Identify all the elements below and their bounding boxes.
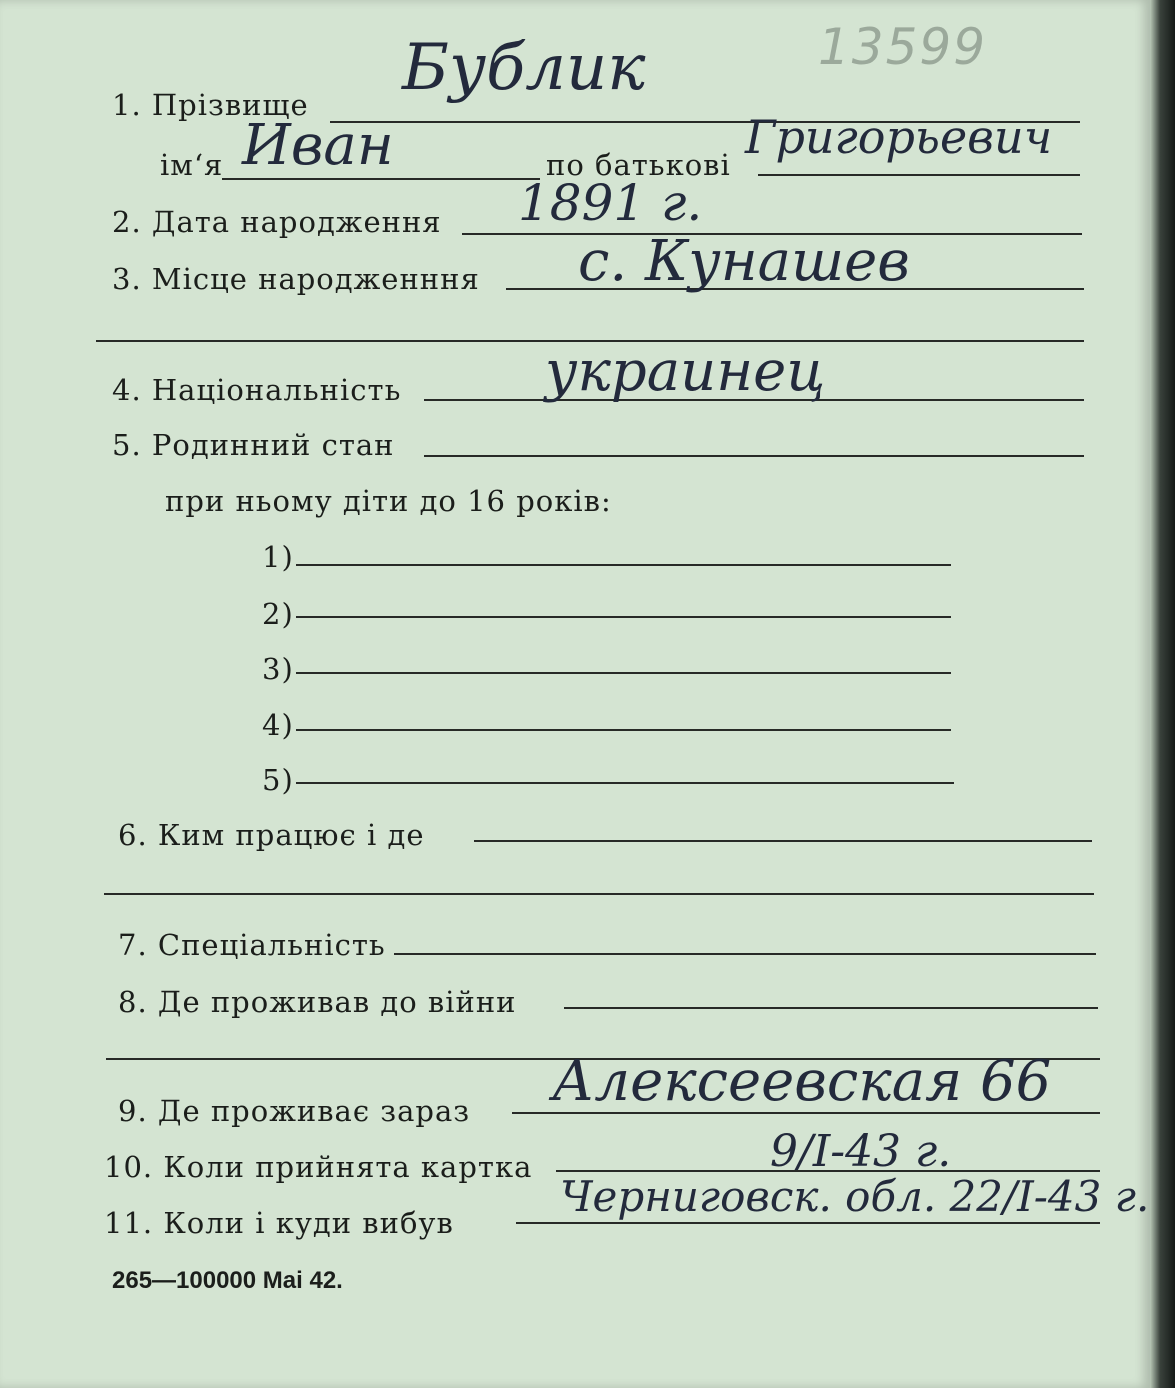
- print-info: 265—100000 Mai 42.: [112, 1267, 343, 1294]
- prewar-residence-label: 8. Де проживав до війни: [118, 985, 517, 1019]
- prewar-residence-line: [564, 1007, 1098, 1009]
- birth-date-label: 2. Дата народження: [112, 205, 442, 239]
- patronymic-line: [758, 174, 1080, 176]
- surname-handwriting[interactable]: Бублик: [402, 31, 646, 105]
- name-line: [222, 178, 540, 180]
- scan-edge: [1150, 0, 1175, 1388]
- child-2-line: [296, 616, 951, 618]
- child-4-label: 4): [262, 708, 294, 742]
- child-1-line: [296, 564, 951, 566]
- current-residence-label: 9. Де проживає зараз: [118, 1094, 471, 1128]
- child-3-line: [296, 672, 951, 674]
- card-accepted-label: 10. Коли прийнята картка: [104, 1150, 533, 1184]
- child-5-line: [296, 782, 954, 784]
- departure-line: [516, 1222, 1100, 1224]
- surname-label: 1. Прізвище: [112, 88, 309, 122]
- child-2-label: 2): [262, 597, 294, 631]
- birth-date-handwriting[interactable]: 1891 г.: [518, 174, 703, 232]
- child-4-line: [296, 729, 951, 731]
- marital-status-label: 5. Родинний стан: [112, 428, 395, 462]
- nationality-handwriting[interactable]: украинец: [545, 339, 826, 404]
- child-5-label: 5): [262, 763, 294, 797]
- name-label: ім‘я: [160, 148, 224, 182]
- archive-number: 13599: [818, 18, 988, 76]
- name-handwriting[interactable]: Иван: [242, 113, 394, 178]
- patronymic-label: по батькові: [546, 148, 731, 182]
- work-line-2: [104, 893, 1094, 895]
- nationality-label: 4. Національність: [112, 373, 402, 407]
- departure-handwriting[interactable]: Черниговск. обл. 22/I-43 г.: [560, 1172, 1150, 1221]
- birth-place-label: 3. Місце народженння: [112, 262, 480, 296]
- departure-label: 11. Коли і куди вибув: [104, 1206, 454, 1240]
- work-label: 6. Ким працює і де: [118, 818, 425, 852]
- specialty-label: 7. Спеціальність: [118, 928, 386, 962]
- child-1-label: 1): [262, 540, 294, 574]
- work-line: [474, 840, 1092, 842]
- specialty-line: [394, 953, 1096, 955]
- current-residence-handwriting[interactable]: Алексеевская 66: [552, 1049, 1052, 1114]
- child-3-label: 3): [262, 652, 294, 686]
- patronymic-handwriting[interactable]: Григорьевич: [745, 110, 1053, 164]
- children-label: при ньому діти до 16 років:: [165, 484, 612, 518]
- birth-place-handwriting[interactable]: с. Кунашев: [578, 229, 910, 294]
- card-accepted-handwriting[interactable]: 9/I-43 г.: [770, 1126, 952, 1177]
- marital-status-line: [424, 455, 1084, 457]
